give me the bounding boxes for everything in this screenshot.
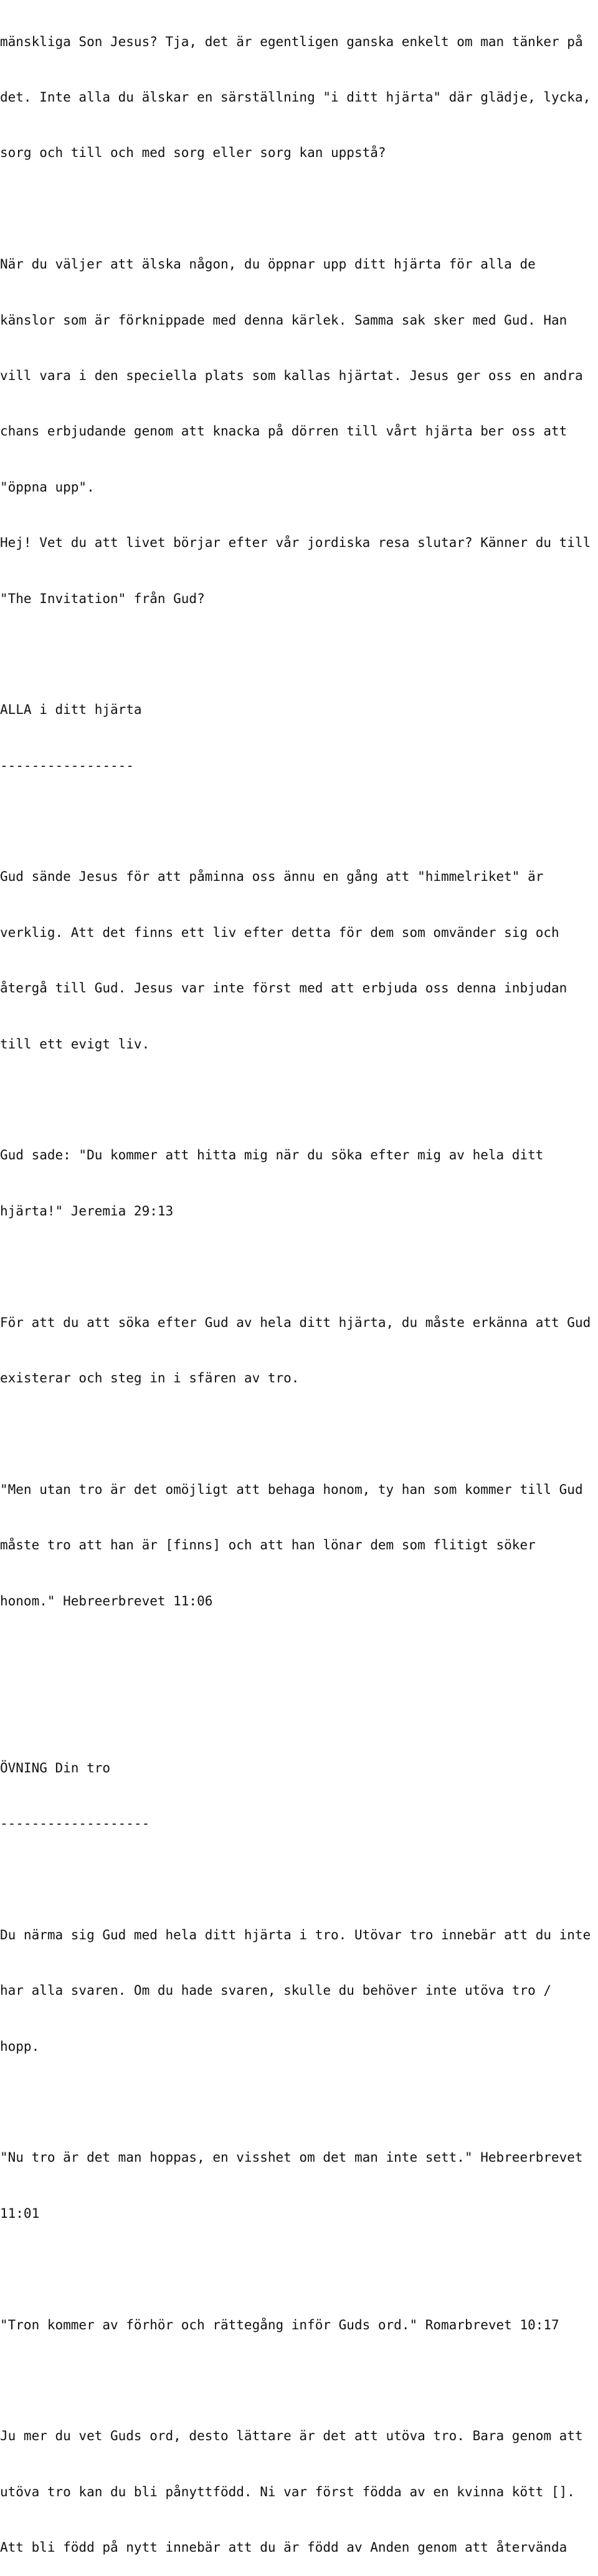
text-line: återgå till Gud. Jesus var inte först med att erbjuda oss denna inbjudan [0,981,567,996]
text-line: Gud sände Jesus för att påminna oss ännu en gång att "himmelriket" är [0,869,544,885]
blank-line [0,2372,598,2390]
blank-line [0,2260,598,2279]
text-line: vill vara i den speciella plats som kallas hjärtat. Jesus ger oss en andra [0,368,583,383]
blank-line [0,1870,598,1889]
blank-line [0,1091,598,1110]
text-line: Ju mer du vet Guds ord, desto lättare är det att utöva tro. Bara genom att [0,2428,583,2444]
text-line: chans erbjudande genom att knacka på dörren till vårt hjärta ber oss att [0,424,567,439]
section-heading: ÖVNING Din tro [0,1760,111,1775]
blank-line [0,812,598,831]
blank-line [0,1258,598,1276]
text-line: Du närma sig Gud med hela ditt hjärta i tro. Utövar tro innebär att du inte [0,1927,591,1942]
heading-underline: ------------------- [0,1816,150,1832]
blank-line [0,200,598,219]
text-line: För att du att söka efter Gud av hela ditt hjärta, du måste erkänna att Gud [0,1314,591,1330]
text-line: det. Inte alla du älskar en särställning "i ditt hjärta" där glädje, lycka, [0,89,591,105]
blank-line [0,2093,598,2112]
blank-line [0,1425,598,1443]
text-line: 11:01 [0,2205,40,2221]
heading-underline: ----------------- [0,758,134,773]
blank-line [0,1703,598,1722]
text-line: "The Invitation" från Gud? [0,591,205,606]
text-line: "öppna upp". [0,479,95,495]
section-heading: ALLA i ditt hjärta [0,702,142,718]
text-line: känslor som är förknippade med denna kärlek. Samma sak sker med Gud. Han [0,312,567,328]
text-line: Att bli född på nytt innebär att du är född av Anden genom att återvända [0,2540,567,2555]
text-line: till ett evigt liv. [0,1036,150,1052]
text-line: har alla svaren. Om du hade svaren, skulle du behöver inte utöva tro / [0,1983,552,1999]
text-line: hjärta!" Jeremia 29:13 [0,1203,174,1219]
text-line: "Men utan tro är det omöjligt att behaga honom, ty han som kommer till Gud [0,1481,583,1497]
blank-line [0,645,598,664]
text-line: honom." Hebreerbrevet 11:06 [0,1593,213,1609]
text-line: sorg och till och med sorg eller sorg kan uppstå? [0,145,386,161]
text-line: utöva tro kan du bli pånyttfödd. Ni var först födda av en kvinna kött []. [0,2484,575,2499]
text-line: Gud sade: "Du kommer att hitta mig när du söka efter mig av hela ditt [0,1148,544,1163]
text-line: mänskliga Son Jesus? Tja, det är egentligen ganska enkelt om man tänker på [0,34,583,49]
text-line: När du väljer att älska någon, du öppnar upp ditt hjärta för alla de [0,257,536,272]
text-line: hopp. [0,2038,40,2054]
blank-line [0,1648,598,1666]
text-line: verklig. Att det finns ett liv efter detta för dem som omvänder sig och [0,924,559,940]
text-line: Hej! Vet du att livet börjar efter vår jordiska resa slutar? Känner du till [0,535,591,551]
text-line: måste tro att han är [finns] och att han lönar dem som flitigt söker [0,1538,536,1553]
text-line: existerar och steg in i sfären av tro. [0,1370,300,1385]
text-line: "Nu tro är det man hoppas, en visshet om det man inte sett." Hebreerbrevet [0,2150,583,2165]
text-line: "Tron kommer av förhör och rättegång inför Guds ord." Romarbrevet 10:17 [0,2317,559,2332]
